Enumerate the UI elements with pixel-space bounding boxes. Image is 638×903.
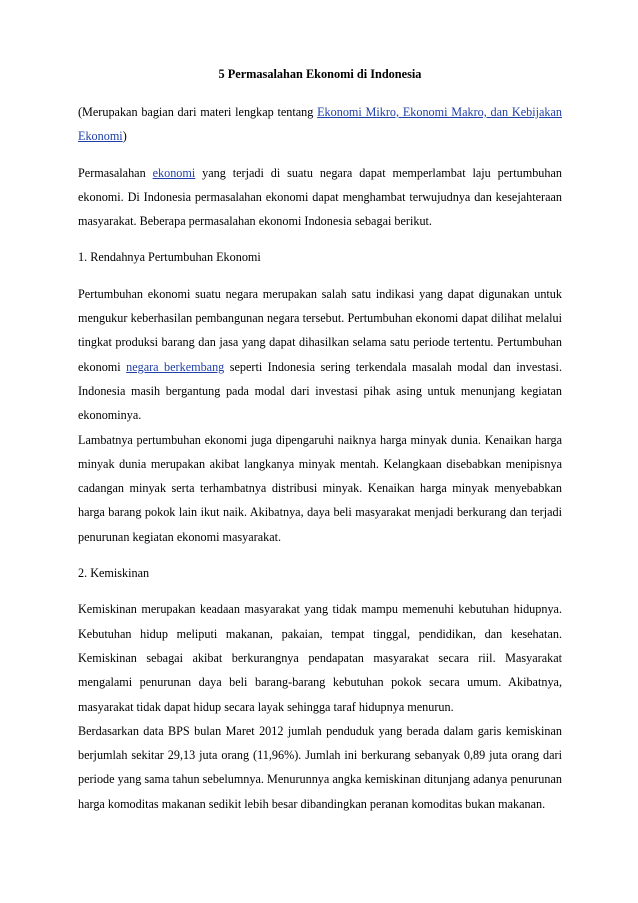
intro-link[interactable]: Ekonomi Mikro, Ekonomi Makro, dan Kebijakan Ekonomi [78, 105, 562, 144]
section-2-paragraph-2: Berdasarkan data BPS bulan Maret 2012 jumlah penduduk yang berada dalam garis kemiskinan berjumlah sekitar 29,13 juta orang (11,96%). Jumlah ini berkurang sebanyak 0,89 juta orang dari periode yang sama tahun sebelumnya. Menurunnya angka kemiskinan ditunjang adanya penurunan harga komoditas makanan sedikit lebih besar dibandingkan peranan komoditas bukan makanan. [78, 723, 562, 811]
section-1-p1-suffix: seperti Indonesia sering terkendala masalah modal dan investasi. Indonesia masih bergantung pada modal dari investasi pihak asing untuk menunjang kegiatan ekonominya. [78, 359, 562, 423]
section-2-heading: 2. Kemiskinan [78, 566, 150, 581]
intro-suffix: ) [122, 129, 127, 144]
document-page [78, 62, 562, 816]
intro-prefix: (Merupakan bagian dari materi lengkap tentang [78, 105, 318, 119]
negara-berkembang-link[interactable]: negara berkembang [126, 359, 225, 374]
section-2-paragraph-1: Kemiskinan merupakan keadaan masyarakat yang tidak mampu memenuhi kebutuhan hidupnya. Kebutuhan hidup meliputi makanan, pakaian, tempat tinggal, pendidikan, dan kesehatan. Kemiskinan sebagai akibat berkurangnya pendapatan masyarakat secara riil. Masyarakat mengalami penurunan daya beli barang-barang kebutuhan pokok secara umum. Akibatnya, masyarakat tidak dapat hidup secara layak sehingga taraf hidupnya menurun. [78, 602, 562, 714]
overview-suffix: yang terjadi di suatu negara dapat memperlambat laju pertumbuhan ekonomi. Di Indonesia permasalahan ekonomi dapat menghambat terwujudnya dan kesejahteraan masyarakat. Beberapa permasalahan ekonomi Indonesia sebagai berikut. [78, 165, 562, 229]
overview-prefix: Permasalahan [78, 165, 153, 180]
overview-paragraph [78, 161, 562, 234]
ekonomi-link[interactable]: ekonomi [152, 165, 196, 180]
section-1-heading: 1. Rendahnya Pertumbuhan Ekonomi [78, 250, 261, 265]
section-1-paragraph-2: Lambatnya pertumbuhan ekonomi juga dipengaruhi naiknya harga minyak dunia. Kenaikan harga minyak dunia merupakan akibat langkanya minyak mentah. Kelangkaan disebabkan menipisnya cadangan minyak serta terhambatnya distribusi minyak. Kenaikan harga minyak menyebabkan harga barang pokok lain ikut naik. Akibatnya, daya beli masyarakat menjadi berkurang dan terjadi penurunan kegiatan ekonomi masyarakat. [78, 432, 562, 544]
document-title: 5 Permasalahan Ekonomi di Indonesia [218, 67, 422, 81]
section-1-paragraph-1 [78, 282, 562, 428]
intro-paragraph [78, 100, 562, 149]
section-1-p1-prefix: Pertumbuhan ekonomi suatu negara merupakan salah satu indikasi yang dapat digunakan untuk mengukur keberhasilan pembangunan negara tersebut. Pertumbuhan ekonomi dapat dilihat melalui tingkat produksi barang dan jasa yang dapat dihasilkan selama satu periode tertentu. Pertumbuhan ekonomi [78, 286, 562, 374]
